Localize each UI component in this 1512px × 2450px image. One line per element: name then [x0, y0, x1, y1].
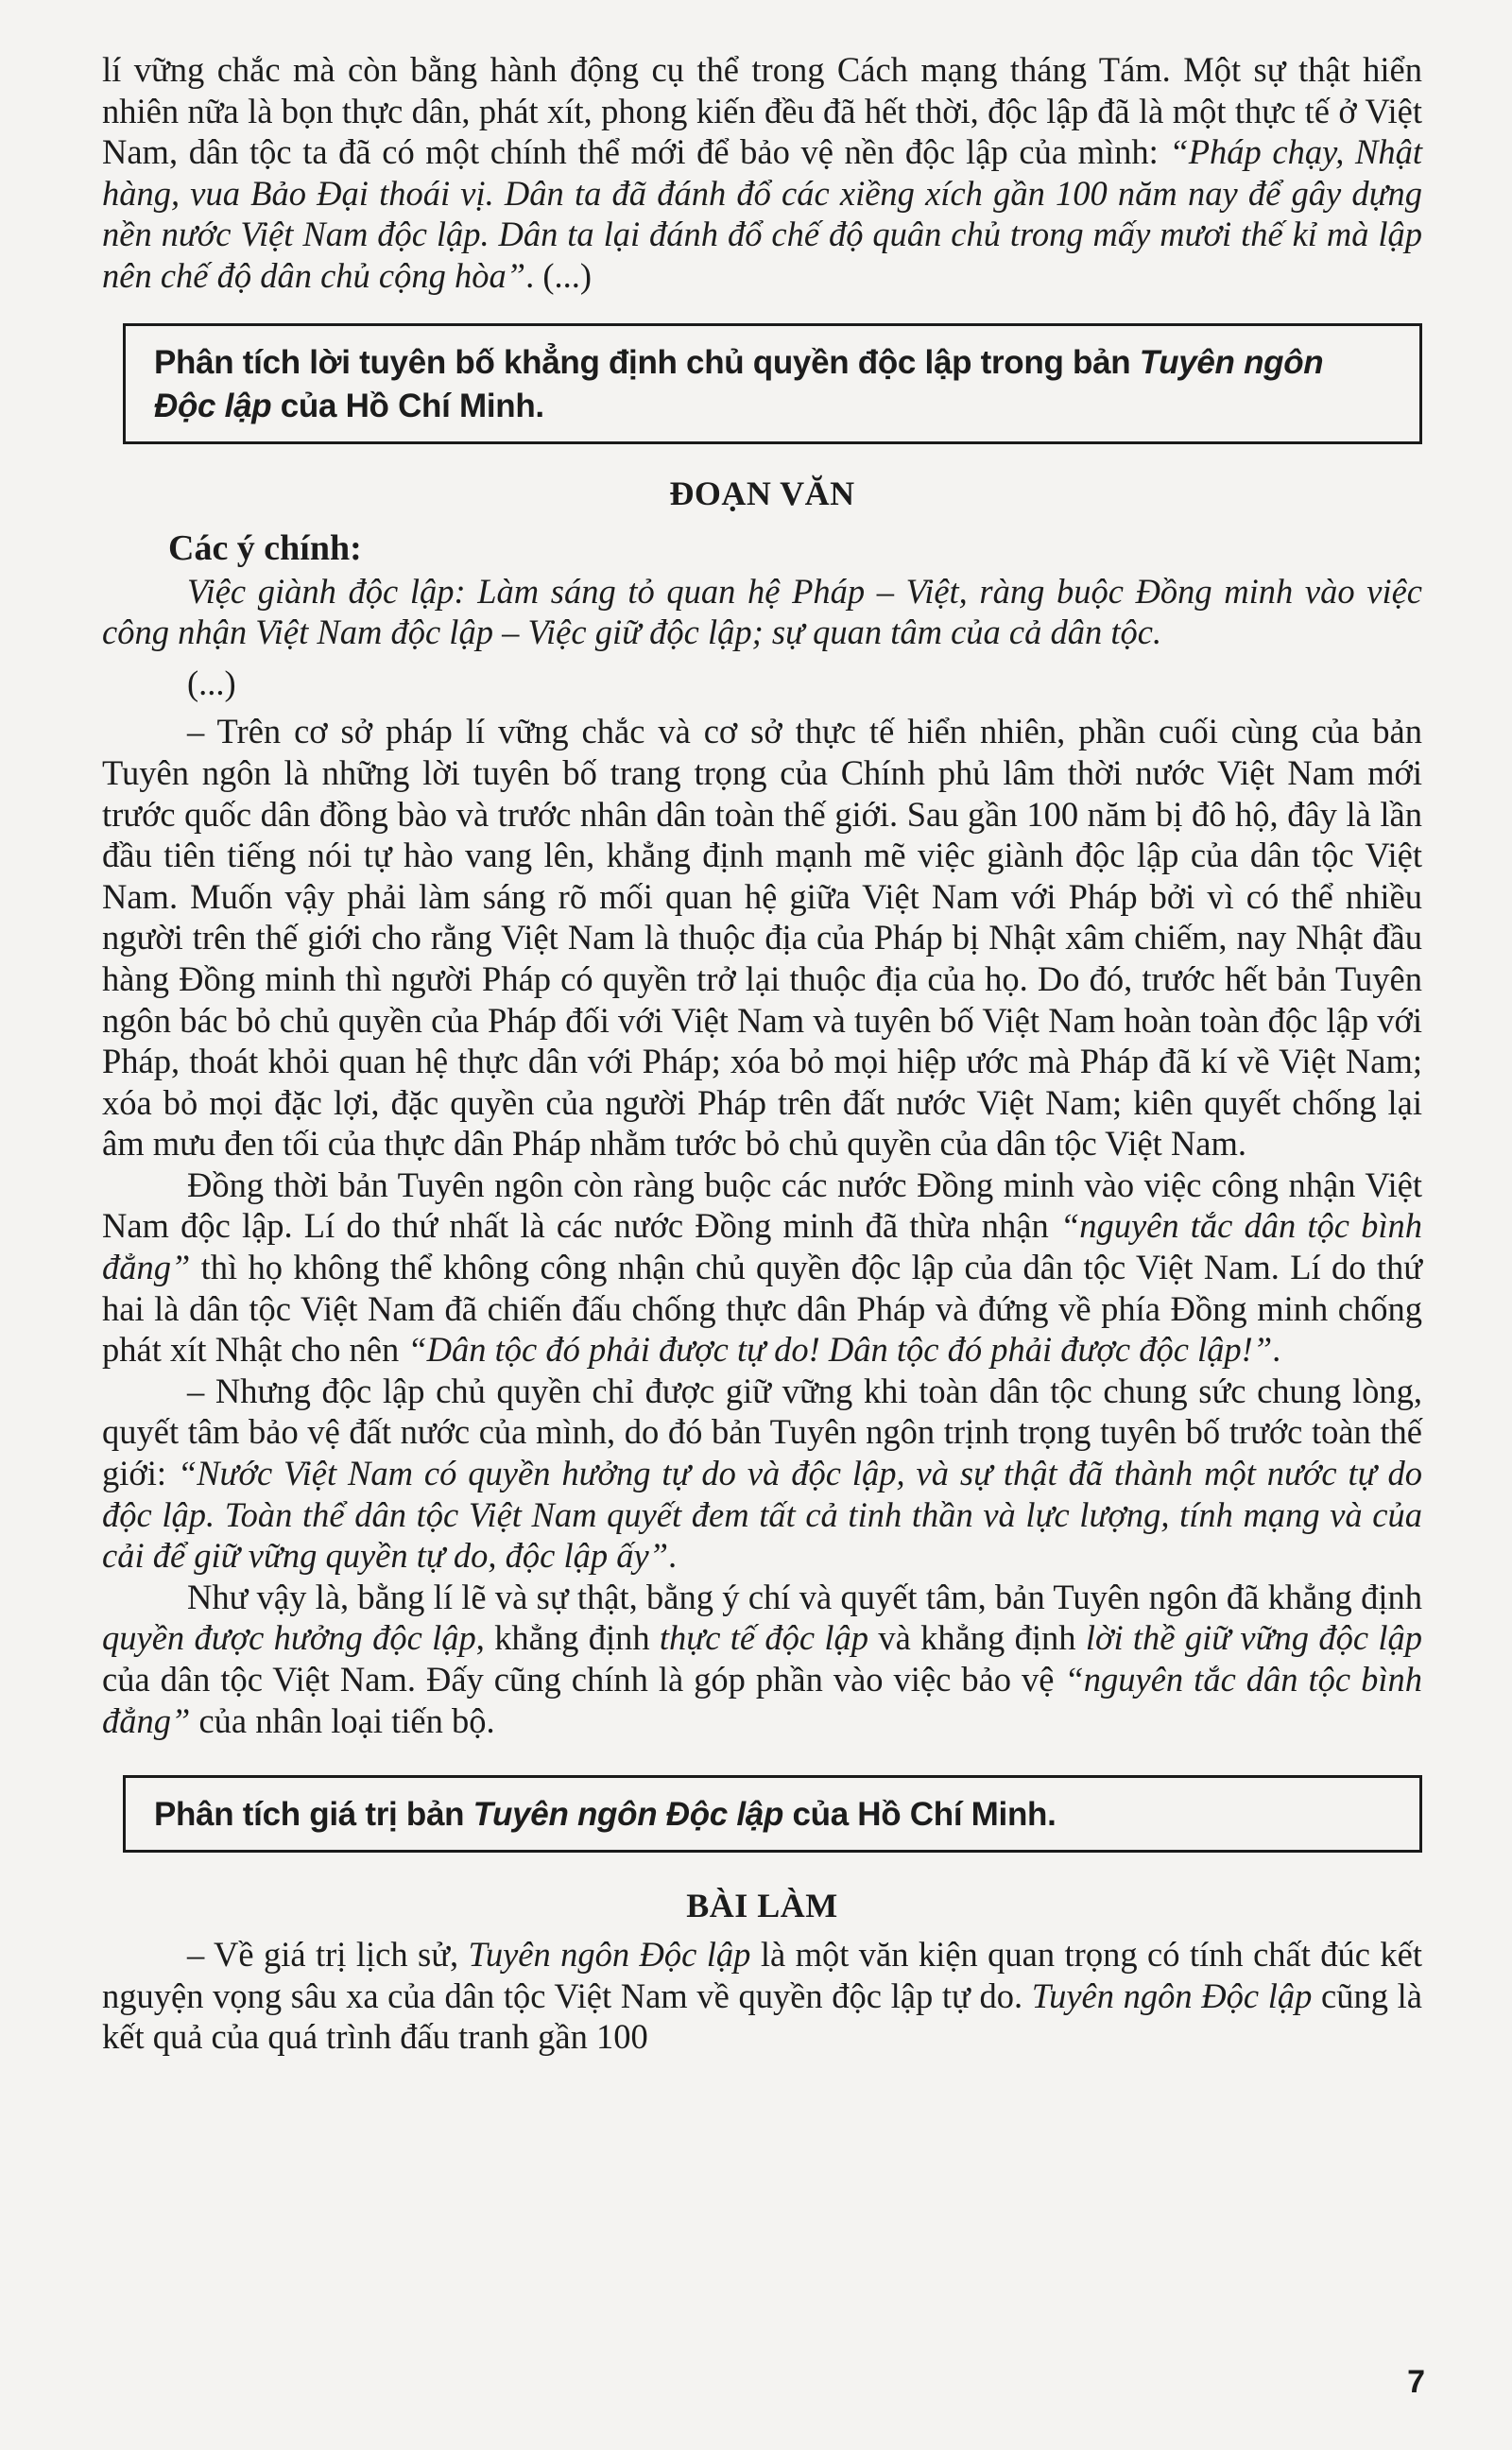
s2-text-c: cũng là kết quả của quá trình đấu tranh gần 100 [102, 1976, 1422, 2057]
task-2-work-title: Tuyên ngôn Độc lập [472, 1796, 784, 1834]
p3-text-a: – Nhưng độc lập chủ quyền chỉ được giữ vững khi toàn dân tộc chung sức chung lòng, quyết tâm bảo vệ đất nước của mình, do đó bản Tuyên ngôn trịnh trọng tuyên bố trước toàn thế giới: [102, 1371, 1422, 1493]
task-box-2 [123, 1775, 1422, 1853]
main-ideas-italic: Việc giành độc lập: Làm sáng tỏ quan hệ Pháp – Việt, ràng buộc Đồng minh vào việc công nhận Việt Nam độc lập – Việc giữ độc lập; sự quan tâm của cả dân tộc. [102, 571, 1422, 652]
p2-text-a: Đồng thời bản Tuyên ngôn còn ràng buộc các nước Đồng minh vào việc công nhận Việt Nam độc lập. Lí do thứ nhất là các nước Đồng minh đã thừa nhận [102, 1165, 1422, 1246]
p2-quote-2: “Dân tộc đó phải được tự do! Dân tộc đó phải được độc lập!” [407, 1330, 1273, 1370]
p4-italic-4: “nguyên tắc dân tộc bình đẳng” [102, 1660, 1422, 1740]
section-1-paragraph-2 [102, 1165, 1422, 1371]
main-ideas-heading: Các ý chính: [168, 527, 362, 568]
intro-paragraph [102, 49, 1422, 297]
p2-text-c: . [1272, 1330, 1281, 1370]
p4-italic-3: lời thề giữ vững độc lập [1085, 1618, 1423, 1658]
p4-text-a: Như vậy là, bằng lí lẽ và sự thật, bằng ý chí và quyết tâm, bản Tuyên ngôn đã khẳng định [187, 1577, 1422, 1616]
p4-text-c: và khẳng định [868, 1618, 1086, 1658]
p2-text-b: thì họ không thể không công nhận chủ quyền độc lập của dân tộc Việt Nam. Lí do thứ hai là dân tộc Việt Nam đã chiến đấu chống thực dân Pháp và đứng về phía Đồng minh chống phát xít Nhật cho nên [102, 1248, 1422, 1370]
task-box-1 [123, 323, 1422, 444]
intro-text: lí vững chắc mà còn bằng hành động cụ thể trong Cách mạng tháng Tám. Một sự thật hiển nhiên nữa là bọn thực dân, phát xít, phong kiến đều đã hết thời, độc lập đã là một thực tế ở Việt Nam, dân tộc ta đã có một chính thể mới để bảo vệ nền độc lập của mình: [102, 50, 1422, 172]
task-1-text-end: của Hồ Chí Minh. [271, 387, 544, 424]
task-1-work-title: Tuyên ngôn Độc lập [154, 343, 1324, 424]
task-1-text: Phân tích lời tuyên bố khẳng định chủ quyền độc lập trong bản [154, 343, 1140, 381]
p4-text-b: , khẳng định [475, 1618, 660, 1658]
section-1-paragraph-1: – Trên cơ sở pháp lí vững chắc và cơ sở thực tế hiển nhiên, phần cuối cùng của bản Tuyên ngôn là những lời tuyên bố trang trọng của Chính phủ lâm thời nước Việt Nam mới trước quốc dân đồng bào và trước nhân dân toàn thế giới. Sau gần 100 năm bị đô hộ, đây là lần đầu tiên tiếng nói tự hào vang lên, khẳng định mạnh mẽ việc giành độc lập của dân tộc Việt Nam. Muốn vậy phải làm sáng rõ mối quan hệ giữa Việt Nam với Pháp bởi vì có thể nhiều người trên thế giới cho rằng Việt Nam là thuộc địa của Pháp bị Nhật xâm chiếm, nay Nhật đầu hàng Đồng minh thì người Pháp có quyền trở lại thuộc địa của họ. Do đó, trước hết bản Tuyên ngôn bác bỏ chủ quyền của Pháp đối với Việt Nam và tuyên bố Việt Nam hoàn toàn độc lập với Pháp, thoát khỏi quan hệ thực dân với Pháp; xóa bỏ mọi hiệp ước mà Pháp đã kí về Việt Nam; xóa bỏ mọi đặc lợi, đặc quyền của người Pháp trên đất nước Việt Nam; kiên quyết chống lại âm mưu đen tối của thực dân Pháp nhằm tước bỏ chủ quyền của dân tộc Việt Nam. [102, 712, 1422, 1164]
p4-text-e: của nhân loại tiến bộ. [190, 1700, 495, 1740]
s2-text-a: – Về giá trị lịch sử, [187, 1935, 469, 1975]
p4-text-d: của dân tộc Việt Nam. Đấy cũng chính là góp phần vào việc bảo vệ [102, 1660, 1065, 1699]
intro-quote: “Pháp chạy, Nhật hàng, vua Bảo Đại thoái vị. Dân ta đã đánh đổ các xiềng xích gần 100 năm nay để gây dựng nền nước Việt Nam độc lập. Dân ta lại đánh đổ chế độ quân chủ trong mấy mươi thế kỉ mà lập nên chế độ dân chủ cộng hòa” [102, 132, 1422, 295]
s2-italic-1: Tuyên ngôn Độc lập [468, 1935, 751, 1975]
p3-quote: “Nước Việt Nam có quyền hưởng tự do và độc lập, và sự thật đã thành một nước tự do độc lập. Toàn thể dân tộc Việt Nam quyết đem tất cả tinh thần và lực lượng, tính mạng và của cải để giữ vững quyền tự do, độc lập ấy” [102, 1454, 1422, 1576]
section-heading-bai-lam: BÀI LÀM [686, 1887, 838, 1925]
task-2-text: Phân tích giá trị bản [154, 1796, 473, 1834]
section-1-paragraph-3 [102, 1371, 1422, 1577]
s2-text-b: là một văn kiện quan trọng có tính chất đúc kết nguyện vọng sâu xa của dân tộc Việt Nam về quyền độc lập tự do. [102, 1935, 1422, 2015]
ellipsis: (...) [187, 663, 236, 702]
section-2-paragraph-1 [102, 1934, 1422, 2058]
section-heading-doan-van: ĐOẠN VĂN [669, 474, 855, 512]
task-2-text-end: của Hồ Chí Minh. [783, 1796, 1057, 1834]
section-1-paragraph-4 [102, 1577, 1422, 1741]
s2-italic-2: Tuyên ngôn Độc lập [1031, 1976, 1313, 2015]
p4-italic-2: thực tế độc lập [659, 1618, 869, 1658]
intro-text-end: . (...) [525, 255, 592, 295]
p2-quote-1: “nguyên tắc dân tộc bình đẳng” [102, 1206, 1422, 1287]
p4-italic-1: quyền được hưởng độc lập [102, 1618, 476, 1658]
p3-text-b: . [668, 1536, 678, 1576]
main-ideas-text [102, 571, 1422, 653]
page-number: 7 [1407, 2364, 1425, 2400]
